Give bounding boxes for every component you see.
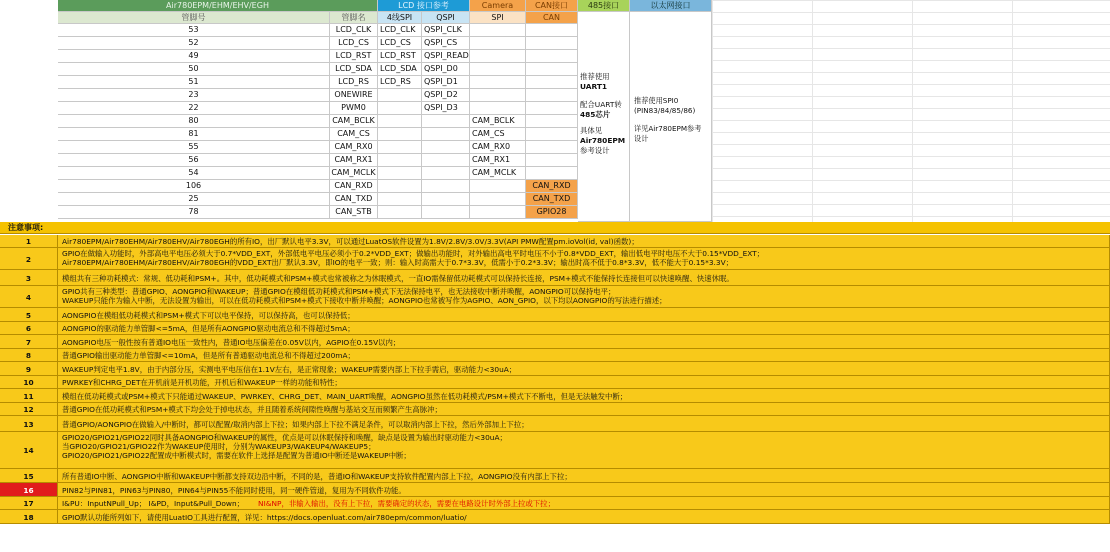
note-number[interactable]: 15 [0,469,58,483]
pin-name-cell[interactable]: CAN_RXD [330,180,378,193]
camera-cell[interactable] [470,50,526,63]
note-line: 模组共有三种功耗模式：常规、低功耗和PSM+。其中，低功耗模式和PSM+模式也常被称之为休眠模式，一直IO需保留低功耗模式可以保持长连接，PSM+模式不能保持长连接但可以快速唤醒、快速休眠。 [62,273,734,283]
note-text[interactable] [58,322,1110,335]
note-line: GPIO在做输入功能时，外部高电平电压必须大于0.7*VDD_EXT，外部低电平电压必须小于0.2*VDD_EXT；做输出功能时，对外输出高电平时电压不小于0.8*VDD_EXT，输出低电平时电压不大于0.15*VDD_EXT； [62,249,765,258]
qspi-header[interactable]: QSPI [422,12,470,24]
lcd-header[interactable]: LCD 接口参考 [378,0,470,12]
note-number[interactable]: 7 [0,335,58,349]
note-text[interactable] [58,403,1110,416]
note-number[interactable]: 17 [0,497,58,510]
qspi-cell[interactable] [422,115,470,128]
ethernet-header[interactable]: 以太网接口 [630,0,712,12]
note-line: 当GPIO20/GPIO21/GPIO22作为WAKEUP使用时，分别为WAKEUP3/WAKEUP4/WAKEUP5； [62,442,376,451]
note-number[interactable]: 16 [0,483,58,497]
note-line: 模组在低功耗模式或PSM+模式下只能通过WAKEUP、PWRKEY、CHRG_DET、MAIN_UART唤醒，AONGPIO虽然在低功耗模式/PSM+模式下不断电，但是无法触发中断； [62,391,628,401]
note-number[interactable]: 1 [0,235,58,248]
spi4-cell[interactable] [378,167,422,180]
pin-number-cell[interactable]: 55 [58,141,330,154]
camera-cell[interactable] [470,24,526,37]
note-line: GPIO20/GPIO21/GPIO22同时具备AONGPIO和WAKEUP的属性，优点是可以休眠保持和唤醒，缺点是设置为输出时驱动能力<30uA； [62,433,507,442]
camera-header[interactable]: Camera [470,0,526,12]
note-text[interactable] [58,416,1110,432]
note-line: Air780EPM/Air780EHM/Air780EHV/Air780EGH的VDD_EXT出厂默认3.3V，即IO的电平一致；则：输入时高需大于0.7*3.3V，低需小于0.2*3.3V；输出时高不低于0.8*3.3V，低不能大于0.15*3.3V； [62,258,734,267]
spi4-cell[interactable] [378,102,422,115]
qspi-cell[interactable] [422,141,470,154]
note-line: I&PU：InputNPull_Up； I&PD，Input&Pull_Down； [62,499,245,508]
qspi-cell[interactable]: QSPI_D3 [422,102,470,115]
can-cell[interactable] [526,63,578,76]
pin-name-header[interactable]: 管脚名 [330,12,378,24]
rs485-note-line: 推荐使用 [580,72,610,81]
ethernet-note-line: 详见Air780EPM参考 [634,124,702,133]
pin-number-cell[interactable]: 25 [58,193,330,206]
can-header[interactable]: CAN接口 [526,0,578,12]
note-text[interactable] [58,362,1110,376]
note-text[interactable] [58,510,1110,524]
qspi-cell[interactable] [422,193,470,206]
note-line: 普通GPIO输出驱动能力单管脚<=10mA，但是所有普通驱动电流总和不得超过200mA； [62,351,355,360]
spi4-cell[interactable] [378,154,422,167]
note-line: GPIO共有三种类型：普通GPIO、AONGPIO和WAKEUP；普通GPIO在模组低功耗模式和PSM+模式下无法保持电平，也无法接收中断并唤醒，AONGPIO可以保持电平； [62,287,616,296]
ethernet-note-line: (PIN83/84/85/86) [634,106,696,115]
note-line: AONGPIO电压一般性按有普通IO电压一致性内，普通IO电压偏差在0.05V以内，AGPIO在0.15V以内； [62,337,401,347]
qspi-cell[interactable] [422,128,470,141]
can-cell[interactable] [526,24,578,37]
camera-cell[interactable] [470,89,526,102]
note-line: GPIO默认功能所列如下，请使用LuatIO工具进行配置，详见：https://docs.openluat.com/air780epm/common/luatio/ [62,512,467,522]
spi4-header[interactable]: 4线SPI [378,12,422,24]
spi4-cell[interactable]: LCD_CS [378,37,422,50]
note-line: PIN82与PIN81，PIN63与PIN80，PIN64与PIN55不能同时使用，同一硬件管道，复用为不同软件功能。 [62,485,406,495]
rs485-note-line: UART1 [580,82,608,91]
camera-cell[interactable]: CAM_RX0 [470,141,526,154]
camera-cell[interactable]: CAM_MCLK [470,167,526,180]
pin-name-cell[interactable]: CAN_STB [330,206,378,219]
note-text[interactable] [58,376,1110,389]
note-text[interactable] [58,270,1110,286]
can-cell[interactable] [526,50,578,63]
note-line: 普通GPIO/AONGPIO在做输入/中断时，都可以配置/取消内部上下拉；如果内部上下拉不满足条件，可以取消内部上下拉，然后外部加上下拉； [62,419,529,429]
rs485-note[interactable] [578,12,630,222]
note-number[interactable]: 13 [0,416,58,432]
note-text[interactable] [58,432,1110,469]
note-number[interactable]: 2 [0,248,58,270]
spi4-cell[interactable]: LCD_RS [378,76,422,89]
note-number[interactable]: 18 [0,510,58,524]
note-text[interactable] [58,335,1110,349]
camera-cell[interactable]: CAM_CS [470,128,526,141]
note-line: PWRKEY和CHRG_DET在开机前是开机功能，开机后和WAKEUP一样的功能和特性； [62,378,342,387]
pin-name-cell[interactable]: LCD_CLK [330,24,378,37]
note-text[interactable] [58,469,1110,483]
can-cell[interactable] [526,89,578,102]
module-title-header[interactable]: Air780EPM/EHM/EHV/EGH [58,0,378,12]
note-number[interactable]: 5 [0,308,58,322]
pin-number-cell[interactable]: 106 [58,180,330,193]
note-line: AONGPIO的驱动能力单管脚<=5mA，但是所有AONGPIO驱动电流总和不得超过5mA； [62,324,355,333]
pin-number-cell[interactable]: 54 [58,167,330,180]
qspi-cell[interactable]: QSPI_CS [422,37,470,50]
camera-cell[interactable] [470,63,526,76]
pin-number-cell[interactable]: 23 [58,89,330,102]
note-text[interactable] [58,483,1110,497]
note-line: GPIO20/GPIO21/GPIO22配置成中断模式时，需要在软件上选择是配置为普通IO中断还是WAKEUP中断； [62,451,411,460]
spi4-cell[interactable]: LCD_RST [378,50,422,63]
can-cell[interactable] [526,102,578,115]
note-number[interactable]: 11 [0,389,58,403]
note-text[interactable] [58,497,1110,510]
note-number[interactable]: 10 [0,376,58,389]
qspi-cell[interactable]: QSPI_CLK [422,24,470,37]
pin-name-cell[interactable]: LCD_CS [330,37,378,50]
pin-name-cell[interactable]: PWM0 [330,102,378,115]
note-line: AONGPIO在模组低功耗模式和PSM+模式下可以电平保持，可以保持高，也可以保持低； [62,310,355,320]
qspi-cell[interactable]: QSPI_D2 [422,89,470,102]
camera-cell[interactable] [470,37,526,50]
pin-name-cell[interactable]: CAM_RX1 [330,154,378,167]
pin-name-cell[interactable]: LCD_SDA [330,63,378,76]
qspi-cell[interactable] [422,180,470,193]
spi4-cell[interactable]: LCD_SDA [378,63,422,76]
note-line: WAKEUP只能作为输入中断，无法设置为输出，可以在低功耗模式和PSM+模式下接收中断并唤醒；AONGPIO也常被写作为AGPIO、AON_GPIO，以下均以AONGPIO的写法进行描述； [62,296,667,305]
note-line: 普通GPIO在低功耗模式和PSM+模式下均会处于掉电状态，并且随着系统间隙性唤醒与基站交互而频繁产生高脉冲； [62,405,442,414]
note-text[interactable] [58,349,1110,362]
note-line: Air780EPM/Air780EHM/Air780EHV/Air780EGH的所有IO，出厂默认电平3.3V，可以通过LuatOS软件设置为1.8V/2.8V/3.0V/3.3V(API PMW配置pm.ioVol(id, val)函数)； [62,237,639,246]
can-cell[interactable]: GPIO28 [526,206,578,219]
pin-number-cell[interactable]: 49 [58,50,330,63]
note-text[interactable] [58,248,1110,270]
ethernet-note-line: 设计 [634,134,649,143]
camera-cell[interactable] [470,180,526,193]
rs485-header[interactable]: 485接口 [578,0,630,12]
pin-name-cell[interactable]: LCD_RS [330,76,378,89]
note-number[interactable]: 9 [0,362,58,376]
pin-number-cell[interactable]: 56 [58,154,330,167]
note-text[interactable] [58,389,1110,403]
can-cell[interactable] [526,141,578,154]
qspi-cell[interactable] [422,206,470,219]
rs485-note-line: 具体见 [580,126,603,135]
empty-grid-area [712,0,1110,222]
pin-number-cell[interactable]: 51 [58,76,330,89]
pin-name-cell[interactable]: CAN_TXD [330,193,378,206]
spi4-cell[interactable] [378,193,422,206]
pin-name-cell[interactable]: ONEWIRE [330,89,378,102]
pin-name-cell[interactable]: CAM_CS [330,128,378,141]
ethernet-note[interactable] [630,12,712,222]
camera-cell[interactable] [470,102,526,115]
notes-title[interactable]: 注意事项: [0,222,1110,234]
qspi-cell[interactable] [422,167,470,180]
camera-cell[interactable] [470,76,526,89]
can-cell[interactable] [526,128,578,141]
can-cell[interactable] [526,154,578,167]
note-number[interactable]: 6 [0,322,58,335]
note-text[interactable] [58,235,1110,248]
note-text[interactable] [58,308,1110,322]
pin-number-cell[interactable]: 53 [58,24,330,37]
pin-number-cell[interactable]: 80 [58,115,330,128]
can-cell[interactable] [526,76,578,89]
can-cell[interactable] [526,115,578,128]
pin-name-cell[interactable]: LCD_RST [330,50,378,63]
pin-name-cell[interactable]: CAM_RX0 [330,141,378,154]
spi4-cell[interactable] [378,180,422,193]
rs485-note-line: 485芯片 [580,110,611,119]
spi4-cell[interactable] [378,128,422,141]
pin-number-header[interactable]: 管脚号 [58,12,330,24]
spi4-cell[interactable]: LCD_CLK [378,24,422,37]
qspi-cell[interactable]: QSPI_D1 [422,76,470,89]
spi4-cell[interactable] [378,115,422,128]
qspi-cell[interactable]: QSPI_D0 [422,63,470,76]
spi4-cell[interactable] [378,89,422,102]
ethernet-note-line: 推荐使用SPI0 [634,96,679,105]
can-cell[interactable] [526,167,578,180]
qspi-cell[interactable] [422,154,470,167]
pin-number-cell[interactable]: 22 [58,102,330,115]
pin-number-cell[interactable]: 78 [58,206,330,219]
pin-name-cell[interactable]: CAM_BCLK [330,115,378,128]
rs485-note-line: Air780EPM [580,136,626,145]
note-number[interactable]: 14 [0,432,58,469]
note-number[interactable]: 3 [0,270,58,286]
can-cell[interactable]: CAN_TXD [526,193,578,206]
note-warning-text: NI&NP，非输入输出，没有上下拉，需要确定的状态，需要在电路设计时外部上拉或下拉； [258,499,555,508]
note-number[interactable]: 8 [0,349,58,362]
pin-name-cell[interactable]: CAM_MCLK [330,167,378,180]
note-number[interactable]: 4 [0,286,58,308]
camera-cell[interactable] [470,206,526,219]
spi4-cell[interactable] [378,141,422,154]
note-number[interactable]: 12 [0,403,58,416]
note-line: WAKEUP判定电平1.8V，由于内部分压，实测电平电压信在1.1V左右，是正常现象；WAKEUP需要内部上下拉手需启，驱动能力<30uA； [62,364,517,374]
camera-cell[interactable]: CAM_BCLK [470,115,526,128]
rs485-note-line: 参考设计 [580,146,610,155]
note-text[interactable] [58,286,1110,308]
pin-number-cell[interactable]: 50 [58,63,330,76]
camera-cell[interactable] [470,193,526,206]
note-line: 所有普通IO中断、AONGPIO中断和WAKEUP中断都支持双边沿中断，不同的是，普通IO和WAKEUP支持软件配置内部上下拉，AONGPIO没有内部上下拉； [62,471,572,481]
rs485-note-line: 配合UART转 [580,100,622,109]
camera-cell[interactable]: CAM_RX1 [470,154,526,167]
can-cell[interactable] [526,37,578,50]
can-cell[interactable]: CAN_RXD [526,180,578,193]
qspi-cell[interactable]: QSPI_READ [422,50,470,63]
spi4-cell[interactable] [378,206,422,219]
pin-number-cell[interactable]: 81 [58,128,330,141]
pin-number-cell[interactable]: 52 [58,37,330,50]
can-subheader[interactable]: CAN [526,12,578,24]
spi-header[interactable]: SPI [470,12,526,24]
